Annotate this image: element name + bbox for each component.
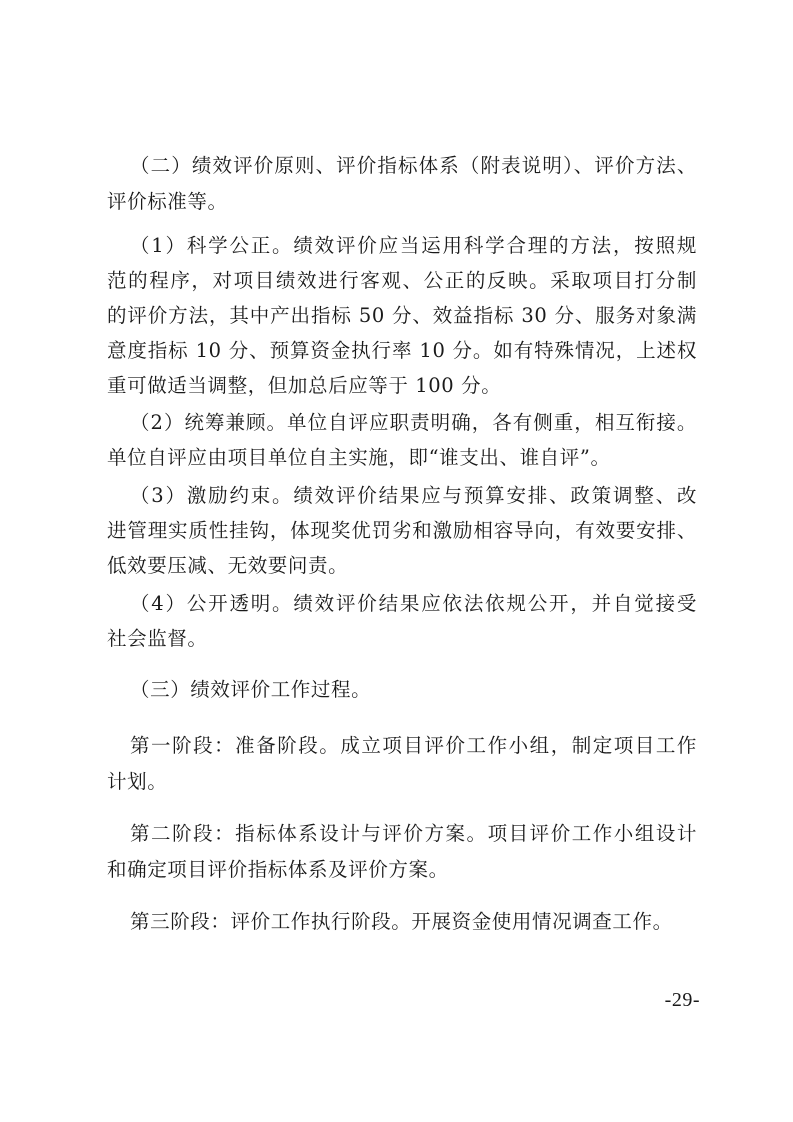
item-4-line-1: （4）公开透明。绩效评价结果应依法依规公开，并自觉接受	[130, 592, 697, 615]
item-4-line-2: 社会监督。	[107, 627, 208, 650]
stage-3-line-1: 第三阶段：评价工作执行阶段。开展资金使用情况调查工作。	[130, 910, 673, 933]
item-1-line-1: （1）科学公正。绩效评价应当运用科学合理的方法，按照规	[130, 234, 697, 257]
page-number: -29-	[664, 989, 700, 1011]
item-1-line-2: 范的程序，对项目绩效进行客观、公正的反映。采取项目打分制	[107, 269, 697, 292]
section-2-heading-line-2: 评价标准等。	[107, 190, 228, 213]
item-2-line-2: 单位自评应由项目单位自主实施，即“谁支出、谁自评”。	[107, 446, 611, 469]
stage-2-line-2: 和确定项目评价指标体系及评价方案。	[107, 858, 449, 881]
item-3-line-3: 低效要压减、无效要问责。	[107, 554, 349, 577]
item-3-line-1: （3）激励约束。绩效评价结果应与预算安排、政策调整、改	[130, 484, 697, 507]
item-2-line-1: （2）统筹兼顾。单位自评应职责明确，各有侧重，相互衔接。	[130, 411, 697, 434]
section-3-heading: （三）绩效评价工作过程。	[130, 678, 372, 701]
item-1-line-5: 重可做适当调整，但加总后应等于 100 分。	[107, 374, 502, 397]
section-2-heading-line-1: （二）绩效评价原则、评价指标体系（附表说明）、评价方法、	[130, 154, 697, 177]
item-1-line-4: 意度指标 10 分、预算资金执行率 10 分。如有特殊情况，上述权	[107, 339, 697, 362]
stage-2-line-1: 第二阶段：指标体系设计与评价方案。项目评价工作小组设计	[130, 822, 697, 845]
stage-1-line-2: 计划。	[107, 770, 168, 793]
stage-1-line-1: 第一阶段：准备阶段。成立项目评价工作小组，制定项目工作	[130, 734, 697, 757]
item-1-line-3: 的评价方法，其中产出指标 50 分、效益指标 30 分、服务对象满	[107, 304, 697, 327]
item-3-line-2: 进管理实质性挂钩，体现奖优罚劣和激励相容导向，有效要安排、	[107, 519, 697, 542]
